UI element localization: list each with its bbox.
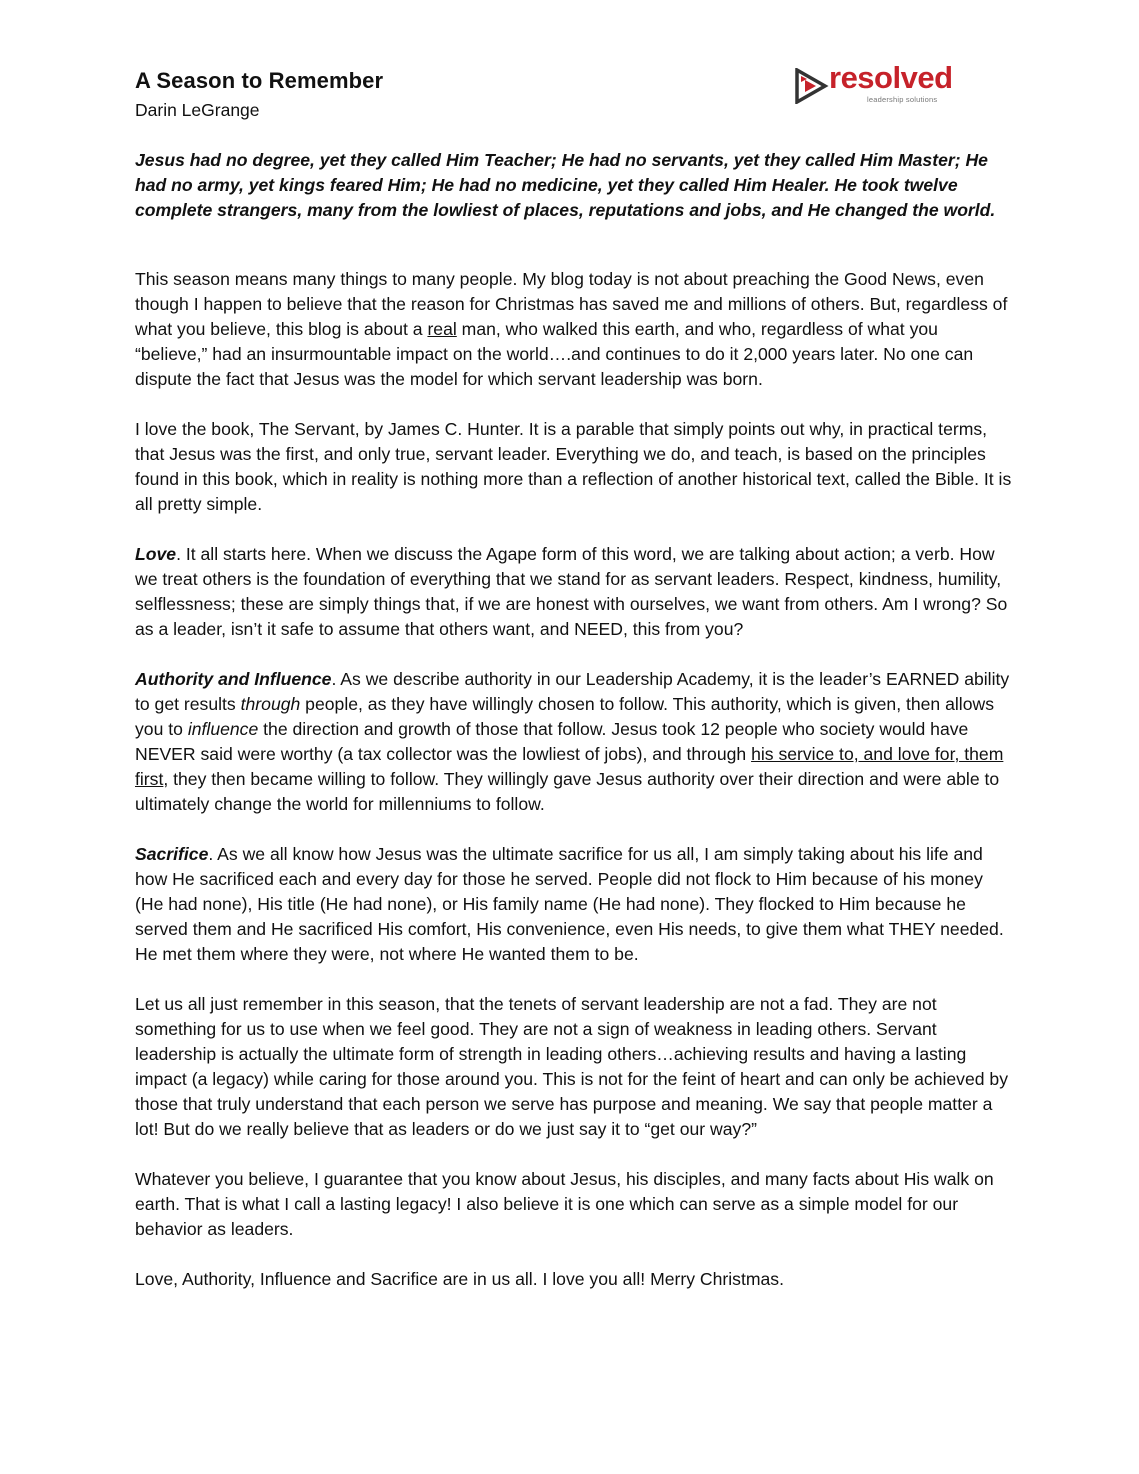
company-logo xyxy=(795,60,965,106)
paragraph-text: . As we describe authority in our Leadership Academy, it is the leader’s EARNED ability to get results xyxy=(135,669,1010,714)
paragraph-legacy: Whatever you believe, I guarantee that you know about Jesus, his disciples, and many facts about His walk on earth. That is what I call a lasting legacy! I also believe it is one which can serve as a simple model for our behavior as leaders. xyxy=(135,1169,994,1239)
paragraph-sacrifice xyxy=(135,842,1015,967)
underlined-text: real xyxy=(427,319,457,339)
paragraph-text: . As we all know how Jesus was the ultimate sacrifice for us all, I am simply taking about his life and how He sacrificed each and every day for those he served. People did not flock to Him because of his money (He had none), His title (He had none), or His family name (He had none). They flocked to Him because he served them and He sacrificed His comfort, His convenience, even His needs, to give them what THEY needed. He met them where they were, not where He wanted them to be. xyxy=(135,844,1004,964)
intro-paragraph: Jesus had no degree, yet they called Him Teacher; He had no servants, yet they called Him Master; He had no army, yet kings feared Him; He had no medicine, yet they called Him Healer. He took twelve complete strangers, many from the lowliest of places, reputations and jobs, and He changed the world. xyxy=(135,150,996,220)
underlined-text: his service to, and love for, them first xyxy=(135,744,1004,789)
keyword-authority: Authority and Influence xyxy=(135,669,332,689)
paragraph-remember: Let us all just remember in this season, that the tenets of servant leadership are not a fad. They are not something for us to use when we feel good. They are not a sign of weakness in leading others. Servant leadership is actually the ultimate form of strength in leading others…achieving results and having a lasting impact (a legacy) while caring for those around you. This is not for the feint of heart and can only be achieved by those that truly understand that each person we serve has purpose and meaning. We say that people matter a lot! But do we really believe that as leaders or do we just say it to “get our way?” xyxy=(135,994,1009,1139)
article-body xyxy=(135,148,1015,1317)
emphasis-text: through xyxy=(240,694,301,714)
document-title: A Season to Remember xyxy=(135,68,384,93)
paragraph-authority xyxy=(135,667,1015,817)
paragraph-text: the direction and growth of those that follow. Jesus took 12 people who society would have NEVER said were worthy (a tax collector was the lowliest of jobs), and through xyxy=(135,719,969,764)
author-name: Darin LeGrange xyxy=(135,100,260,120)
keyword-love: Love xyxy=(135,544,177,564)
paragraph-text: This season means many things to many people. My blog today is not about preaching the Good News, even though I happen to believe that the reason for Christmas has saved me and millions of others. But, regardless of what you believe, this blog is about a xyxy=(135,269,1008,339)
paragraph-love xyxy=(135,542,1015,642)
arrow-logo-icon xyxy=(795,68,829,104)
emphasis-text: influence xyxy=(187,719,259,739)
paragraph-text: . It all starts here. When we discuss the Agape form of this word, we are talking about action; a verb. How we treat others is the foundation of everything that we stand for as servant leaders. Respect, kindness, humility, selflessness; these are simply things that, if we are honest with ourselves, we want from others. Am I wrong? So as a leader, isn’t it safe to assume that others want, and NEED, this from you? xyxy=(135,544,1008,639)
logo-wordmark: resolved xyxy=(829,60,953,95)
paragraph-season xyxy=(135,267,1015,392)
paragraph-text: people, as they have willingly chosen to follow. This authority, which is given, then allows you to xyxy=(135,694,994,739)
paragraph-closing: Love, Authority, Influence and Sacrifice are in us all. I love you all! Merry Christmas. xyxy=(135,1269,784,1289)
paragraph-text: man, who walked this earth, and who, regardless of what you “believe,” had an insurmountable impact on the world….and continues to do it 2,000 years later. No one can dispute the fact that Jesus was the model for which servant leadership was born. xyxy=(135,319,974,389)
keyword-sacrifice: Sacrifice xyxy=(135,844,209,864)
logo-tagline: leadership solutions xyxy=(867,95,938,104)
paragraph-book: I love the book, The Servant, by James C. Hunter. It is a parable that simply points out why, in practical terms, that Jesus was the first, and only true, servant leader. Everything we do, and teach, is based on the principles found in this book, which in reality is nothing more than a reflection of another historical text, called the Bible. It is all pretty simple. xyxy=(135,419,1012,514)
paragraph-text: , they then became willing to follow. They willingly gave Jesus authority over their direction and were able to ultimately change the world for millenniums to follow. xyxy=(135,769,1000,814)
